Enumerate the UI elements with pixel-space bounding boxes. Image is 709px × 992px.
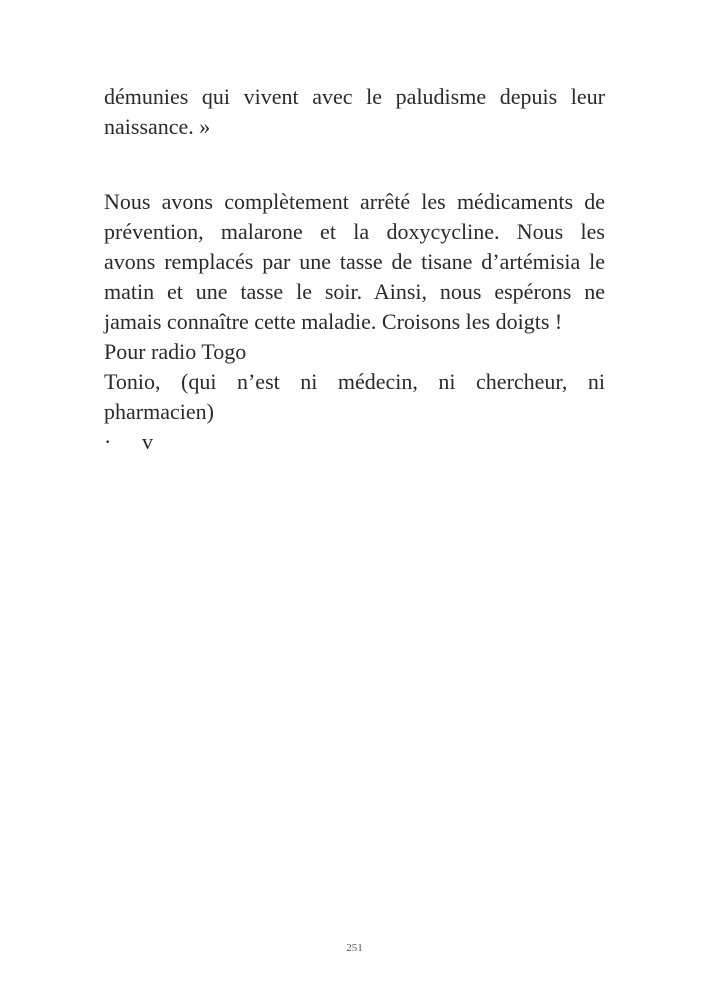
main-paragraph xyxy=(104,187,605,457)
text-line: Nous avons complètement arrêté les médicaments de xyxy=(104,189,605,214)
text-line: naissance. » xyxy=(104,114,211,139)
stray-marks xyxy=(104,427,605,457)
signature-line: Pour radio Togo xyxy=(104,339,247,364)
text-line: démunies qui vivent avec le paludisme depuis leur xyxy=(104,84,605,109)
dot-mark: · xyxy=(104,429,112,454)
signature-line: Tonio, (qui n’est ni médecin, ni chercheur, ni xyxy=(104,369,605,394)
continued-paragraph xyxy=(104,82,605,142)
signature-line: pharmacien) xyxy=(104,399,214,424)
page-number: 251 xyxy=(346,942,363,954)
letter-mark: v xyxy=(142,429,153,454)
text-line: avons remplacés par une tasse de tisane d’artémisia le xyxy=(104,249,605,274)
text-line: jamais connaître cette maladie. Croisons les doigts ! xyxy=(104,309,563,334)
text-line: prévention, malarone et la doxycycline. Nous les xyxy=(104,219,605,244)
text-line: matin et une tasse le soir. Ainsi, nous espérons ne xyxy=(104,279,605,304)
